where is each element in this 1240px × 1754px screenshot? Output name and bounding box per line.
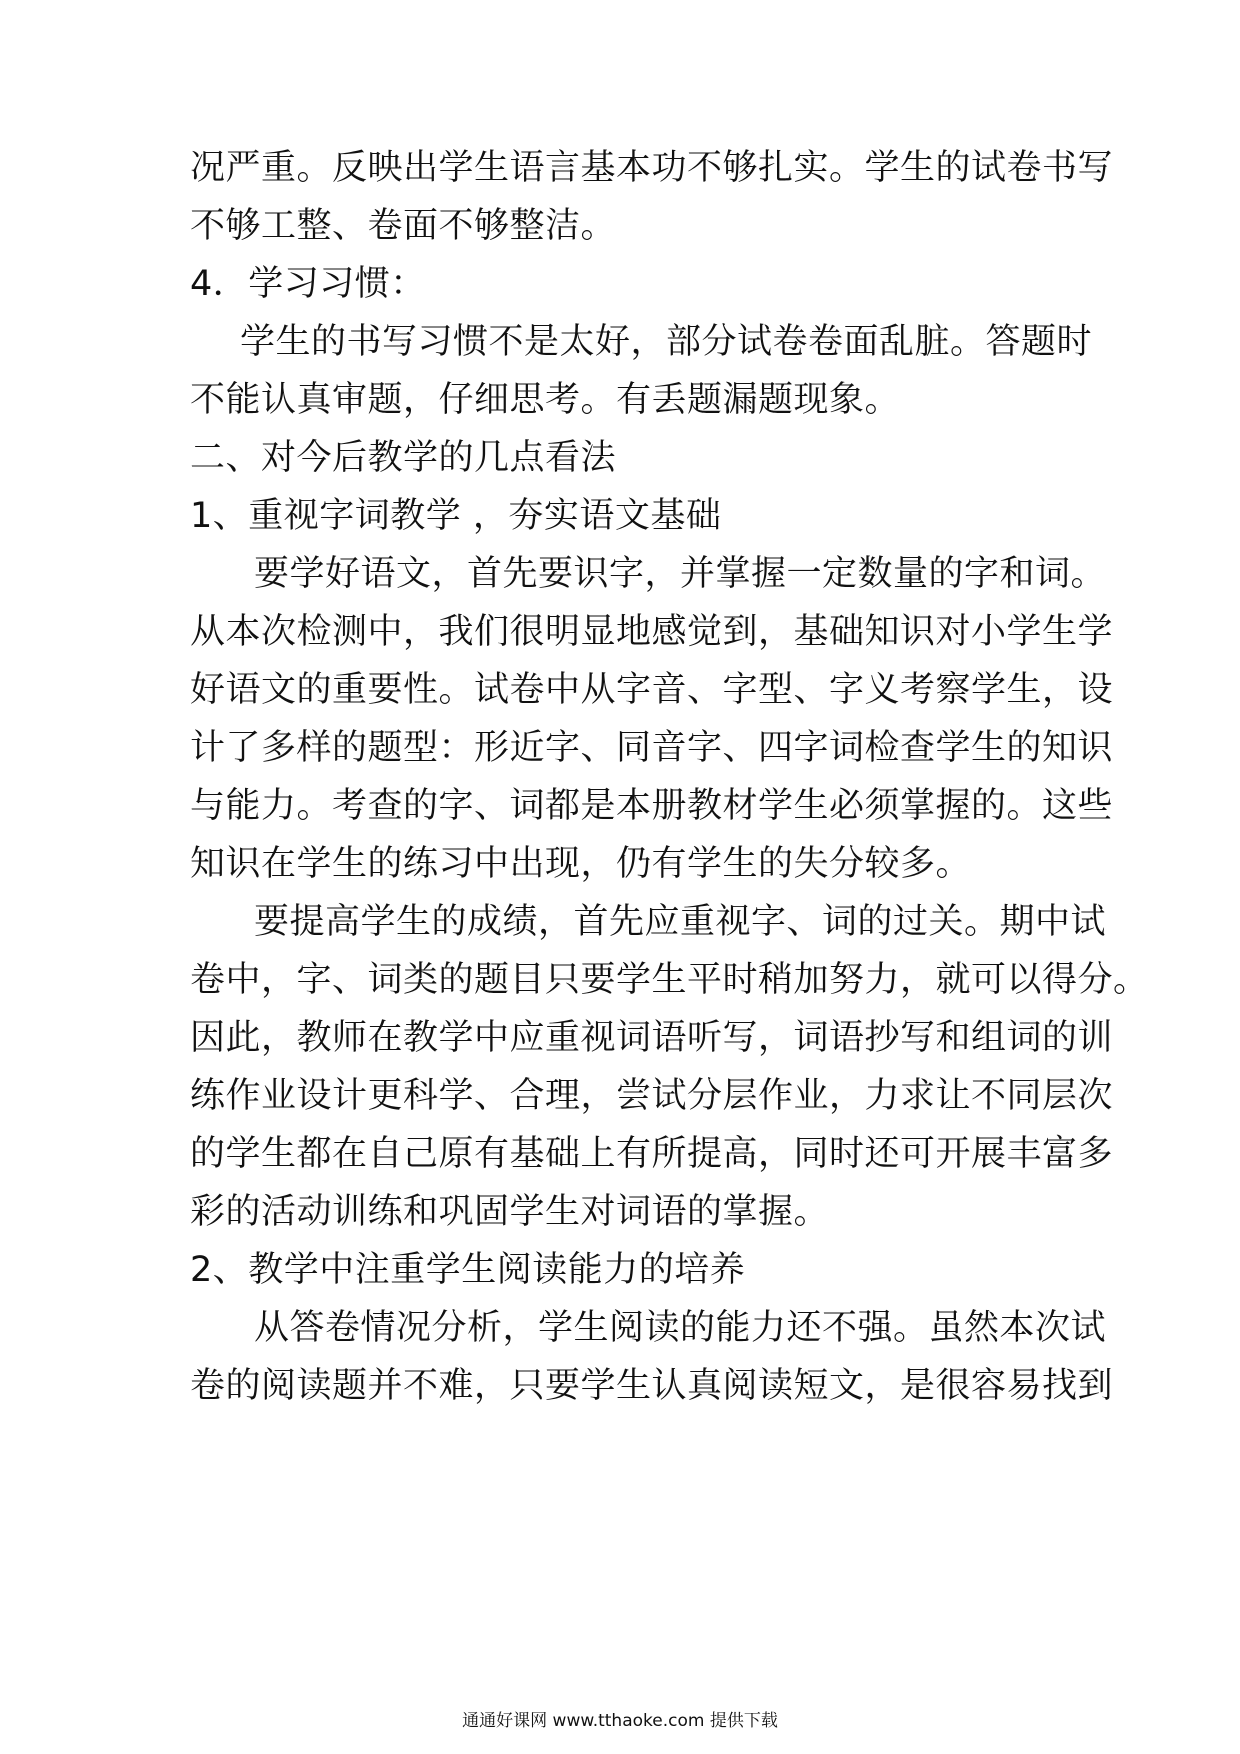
text-line: 因此，教师在教学中应重视词语听写，词语抄写和组词的训 <box>190 1018 1114 1058</box>
page-footer: 通通好课网 www.tthaoke.com 提供下载 <box>462 1711 778 1731</box>
paragraph-start: 学生的书写习惯不是太好，部分试卷卷面乱脏。答题时 <box>240 322 1093 362</box>
paragraph-start: 从答卷情况分析，学生阅读的能力还不强。虽然本次试 <box>254 1308 1107 1348</box>
text-line: 不能认真审题，仔细思考。有丢题漏题现象。 <box>190 380 901 420</box>
text-line: 好语文的重要性。试卷中从字音、字型、字义考察学生，设 <box>190 670 1114 710</box>
text-line: 练作业设计更科学、合理，尝试分层作业，力求让不同层次 <box>190 1076 1114 1116</box>
section-heading: 4．学习习惯： <box>190 264 426 304</box>
paragraph-start: 要学好语文，首先要识字，并掌握一定数量的字和词。 <box>254 554 1107 594</box>
section-heading: 二、对今后教学的几点看法 <box>190 438 617 478</box>
subsection-heading: 1、重视字词教学 ，夯实语文基础 <box>190 496 722 536</box>
text-line: 卷中，字、词类的题目只要学生平时稍加努力，就可以得分。 <box>190 960 1149 1000</box>
text-line: 知识在学生的练习中出现，仍有学生的失分较多。 <box>190 844 972 884</box>
text-line: 的学生都在自己原有基础上有所提高，同时还可开展丰富多 <box>190 1134 1114 1174</box>
paragraph-start: 要提高学生的成绩，首先应重视字、词的过关。期中试 <box>254 902 1107 942</box>
text-line: 彩的活动训练和巩固学生对词语的掌握。 <box>190 1192 830 1232</box>
text-line: 从本次检测中，我们很明显地感觉到，基础知识对小学生学 <box>190 612 1114 652</box>
text-line: 况严重。反映出学生语言基本功不够扎实。学生的试卷书写 <box>190 148 1114 188</box>
text-line: 不够工整、卷面不够整洁。 <box>190 206 617 246</box>
text-line: 卷的阅读题并不难，只要学生认真阅读短文，是很容易找到 <box>190 1366 1114 1406</box>
text-line: 计了多样的题型：形近字、同音字、四字词检查学生的知识 <box>190 728 1114 768</box>
text-line: 与能力。考查的字、词都是本册教材学生必须掌握的。这些 <box>190 786 1114 826</box>
subsection-heading: 2、教学中注重学生阅读能力的培养 <box>190 1250 746 1290</box>
